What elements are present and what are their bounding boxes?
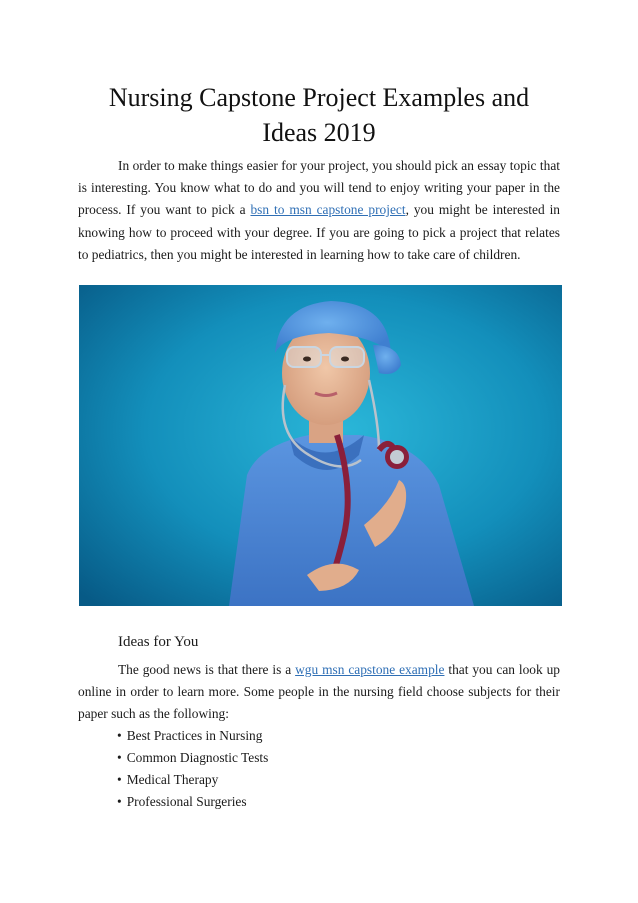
title-line-2: Ideas 2019 xyxy=(262,118,376,147)
bsn-to-msn-link[interactable]: bsn to msn capstone project xyxy=(250,202,406,218)
title-line-1: Nursing Capstone Project Examples and xyxy=(108,83,530,112)
nurse-photo xyxy=(79,285,562,606)
section-text-after-link: that you can look up online in order to learn more. Some people in the nursing field choose subjects for their paper such as the following: xyxy=(78,662,560,722)
wgu-msn-link[interactable]: wgu msn capstone example xyxy=(295,662,445,677)
section-paragraph xyxy=(78,659,560,726)
intro-text-after-link: , you might be interested in knowing how to proceed with your degree. If you are going to pick a project that relates to pediatrics, then you might be interested in learning how to take care of children. xyxy=(78,202,560,262)
page-title xyxy=(60,80,578,150)
bullet-list xyxy=(117,725,268,813)
intro-paragraph xyxy=(78,155,560,266)
section-heading: Ideas for You xyxy=(118,634,199,650)
list-item: • Common Diagnostic Tests xyxy=(117,747,268,769)
intro-text-before-link: In order to make things easier for your project, you should pick an essay topic that is interesting. You know what to do and you will tend to enjoy writing your paper in the process. If you want to pick a xyxy=(78,158,560,218)
list-item: • Professional Surgeries xyxy=(117,791,268,813)
list-item: • Medical Therapy xyxy=(117,769,268,791)
section-text-before-link: The good news is that there is a xyxy=(118,662,296,677)
list-item: • Best Practices in Nursing xyxy=(117,725,268,747)
